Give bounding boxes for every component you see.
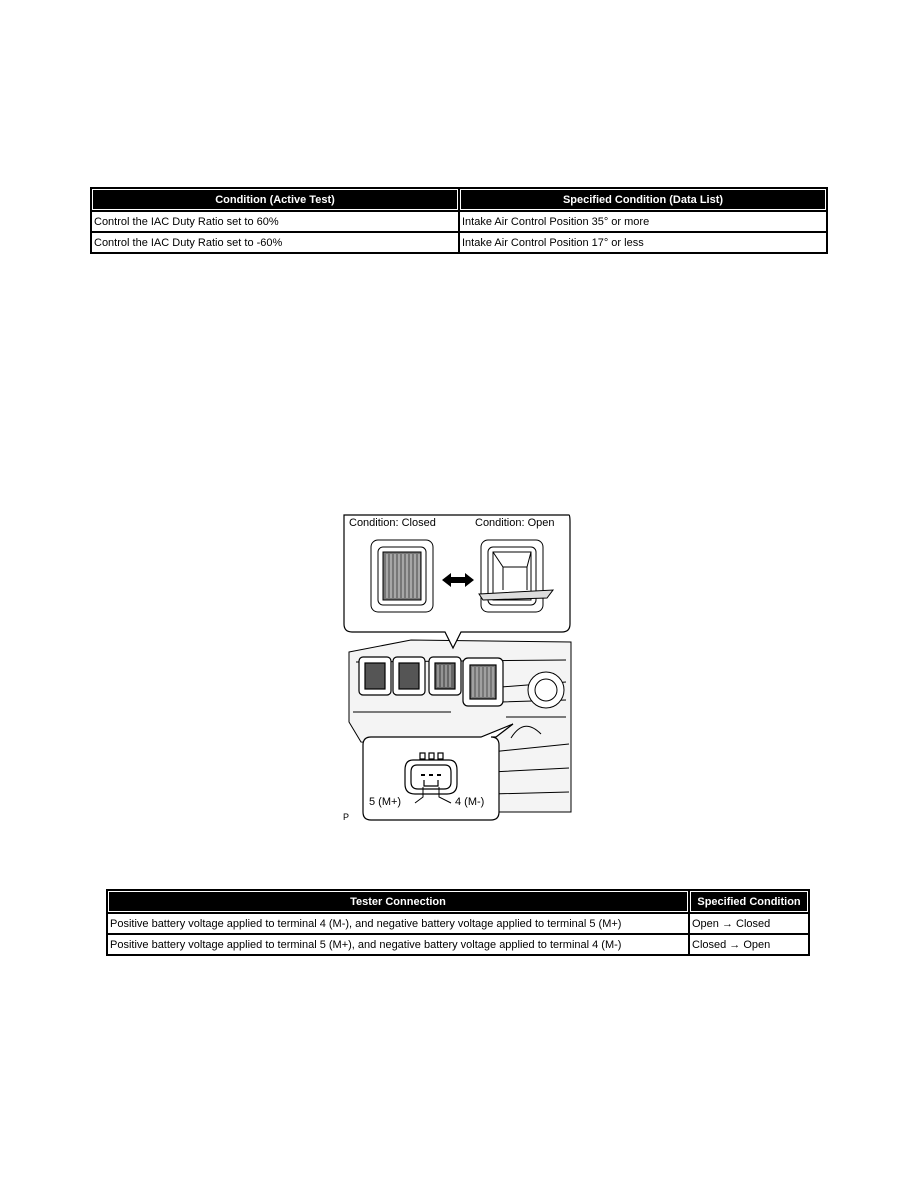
table-cell: Control the IAC Duty Ratio set to -60%	[92, 233, 458, 252]
table-cell: Control the IAC Duty Ratio set to 60%	[92, 212, 458, 231]
label-terminal-4: 4 (M-)	[455, 796, 485, 808]
table-row	[108, 914, 808, 933]
column-header-tester-connection: Tester Connection	[108, 891, 688, 912]
label-condition-open: Condition: Open	[475, 517, 555, 529]
table-row	[92, 212, 826, 231]
figure-corner-mark: P	[343, 812, 350, 822]
tester-connection-table	[106, 889, 810, 956]
intake-air-control-valve-figure	[341, 512, 573, 824]
valve-illustration	[341, 512, 573, 824]
table-header-row	[108, 891, 808, 912]
valve-open-icon	[479, 540, 553, 612]
table-cell: Positive battery voltage applied to terminal 4 (M-), and negative battery voltage applied to terminal 5 (M+)	[108, 914, 688, 933]
table-cell: Open → Closed	[690, 914, 808, 933]
active-test-table	[90, 187, 828, 254]
label-terminal-5: 5 (M+)	[369, 796, 402, 808]
valve-closed-icon	[371, 540, 433, 612]
table-row	[92, 233, 826, 252]
table-row	[108, 935, 808, 954]
table-cell: Intake Air Control Position 35° or more	[460, 212, 826, 231]
table-cell: Positive battery voltage applied to terminal 5 (M+), and negative battery voltage applied to terminal 4 (M-)	[108, 935, 688, 954]
label-condition-closed: Condition: Closed	[349, 517, 436, 529]
column-header-condition: Condition (Active Test)	[92, 189, 458, 210]
table-cell: Intake Air Control Position 17° or less	[460, 233, 826, 252]
table-header-row	[92, 189, 826, 210]
column-header-specified-condition: Specified Condition	[690, 891, 808, 912]
column-header-specified-condition: Specified Condition (Data List)	[460, 189, 826, 210]
table-cell: Closed → Open	[690, 935, 808, 954]
